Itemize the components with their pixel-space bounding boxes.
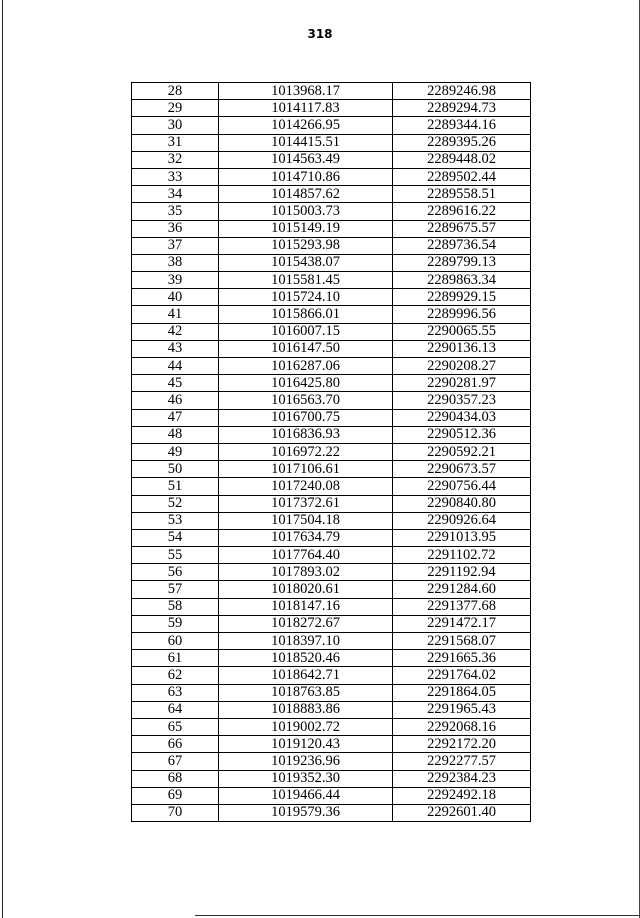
table-row <box>132 598 531 615</box>
x-coordinate-cell: 1015438.07 <box>219 254 393 271</box>
table-row <box>132 272 531 289</box>
point-number-cell: 45 <box>132 375 219 392</box>
x-coordinate-cell: 1014710.86 <box>219 168 393 185</box>
point-number-cell: 51 <box>132 478 219 495</box>
point-number-cell: 28 <box>132 83 219 100</box>
x-coordinate-cell: 1018763.85 <box>219 684 393 701</box>
page-edge-bottom <box>195 915 640 916</box>
point-number-cell: 42 <box>132 323 219 340</box>
table-row <box>132 83 531 100</box>
x-coordinate-cell: 1016836.93 <box>219 426 393 443</box>
y-coordinate-cell: 2289502.44 <box>393 168 531 185</box>
point-number-cell: 40 <box>132 289 219 306</box>
y-coordinate-cell: 2290208.27 <box>393 358 531 375</box>
x-coordinate-cell: 1014857.62 <box>219 186 393 203</box>
y-coordinate-cell: 2289863.34 <box>393 272 531 289</box>
y-coordinate-cell: 2289344.16 <box>393 117 531 134</box>
point-number-cell: 56 <box>132 564 219 581</box>
table-row <box>132 392 531 409</box>
x-coordinate-cell: 1017764.40 <box>219 547 393 564</box>
x-coordinate-cell: 1017240.08 <box>219 478 393 495</box>
coordinate-table-body <box>132 83 531 822</box>
point-number-cell: 66 <box>132 736 219 753</box>
x-coordinate-cell: 1016007.15 <box>219 323 393 340</box>
table-row <box>132 615 531 632</box>
table-row <box>132 134 531 151</box>
x-coordinate-cell: 1016700.75 <box>219 409 393 426</box>
x-coordinate-cell: 1017634.79 <box>219 529 393 546</box>
y-coordinate-cell: 2290281.97 <box>393 375 531 392</box>
x-coordinate-cell: 1015149.19 <box>219 220 393 237</box>
y-coordinate-cell: 2289616.22 <box>393 203 531 220</box>
point-number-cell: 31 <box>132 134 219 151</box>
table-row <box>132 168 531 185</box>
y-coordinate-cell: 2291864.05 <box>393 684 531 701</box>
y-coordinate-cell: 2289996.56 <box>393 306 531 323</box>
x-coordinate-cell: 1013968.17 <box>219 83 393 100</box>
table-row <box>132 289 531 306</box>
table-row <box>132 667 531 684</box>
table-row <box>132 203 531 220</box>
x-coordinate-cell: 1015866.01 <box>219 306 393 323</box>
y-coordinate-cell: 2290434.03 <box>393 409 531 426</box>
table-row <box>132 117 531 134</box>
table-row <box>132 375 531 392</box>
y-coordinate-cell: 2290840.80 <box>393 495 531 512</box>
table-row <box>132 650 531 667</box>
y-coordinate-cell: 2289929.15 <box>393 289 531 306</box>
table-row <box>132 186 531 203</box>
table-row <box>132 787 531 804</box>
x-coordinate-cell: 1019120.43 <box>219 736 393 753</box>
point-number-cell: 58 <box>132 598 219 615</box>
y-coordinate-cell: 2291665.36 <box>393 650 531 667</box>
x-coordinate-cell: 1018272.67 <box>219 615 393 632</box>
y-coordinate-cell: 2291013.95 <box>393 529 531 546</box>
y-coordinate-cell: 2291284.60 <box>393 581 531 598</box>
point-number-cell: 57 <box>132 581 219 598</box>
point-number-cell: 68 <box>132 770 219 787</box>
y-coordinate-cell: 2289558.51 <box>393 186 531 203</box>
table-row <box>132 358 531 375</box>
x-coordinate-cell: 1015724.10 <box>219 289 393 306</box>
x-coordinate-cell: 1017372.61 <box>219 495 393 512</box>
table-row <box>132 220 531 237</box>
table-row <box>132 529 531 546</box>
y-coordinate-cell: 2289246.98 <box>393 83 531 100</box>
table-row <box>132 736 531 753</box>
point-number-cell: 36 <box>132 220 219 237</box>
table-row <box>132 323 531 340</box>
page-number: 318 <box>307 27 333 41</box>
x-coordinate-cell: 1018520.46 <box>219 650 393 667</box>
point-number-cell: 60 <box>132 633 219 650</box>
y-coordinate-cell: 2290065.55 <box>393 323 531 340</box>
point-number-cell: 39 <box>132 272 219 289</box>
x-coordinate-cell: 1016147.50 <box>219 340 393 357</box>
point-number-cell: 65 <box>132 718 219 735</box>
y-coordinate-cell: 2290512.36 <box>393 426 531 443</box>
x-coordinate-cell: 1017504.18 <box>219 512 393 529</box>
point-number-cell: 67 <box>132 753 219 770</box>
y-coordinate-cell: 2289448.02 <box>393 151 531 168</box>
y-coordinate-cell: 2292277.57 <box>393 753 531 770</box>
y-coordinate-cell: 2289294.73 <box>393 100 531 117</box>
x-coordinate-cell: 1018020.61 <box>219 581 393 598</box>
point-number-cell: 61 <box>132 650 219 667</box>
table-row <box>132 753 531 770</box>
table-row <box>132 512 531 529</box>
y-coordinate-cell: 2291472.17 <box>393 615 531 632</box>
y-coordinate-cell: 2290756.44 <box>393 478 531 495</box>
y-coordinate-cell: 2292172.20 <box>393 736 531 753</box>
table-row <box>132 718 531 735</box>
table-row <box>132 564 531 581</box>
table-row <box>132 495 531 512</box>
y-coordinate-cell: 2290673.57 <box>393 461 531 478</box>
y-coordinate-cell: 2291377.68 <box>393 598 531 615</box>
y-coordinate-cell: 2292492.18 <box>393 787 531 804</box>
table-row <box>132 426 531 443</box>
table-row <box>132 443 531 460</box>
point-number-cell: 62 <box>132 667 219 684</box>
y-coordinate-cell: 2290592.21 <box>393 443 531 460</box>
y-coordinate-cell: 2289736.54 <box>393 237 531 254</box>
point-number-cell: 29 <box>132 100 219 117</box>
table-row <box>132 770 531 787</box>
point-number-cell: 59 <box>132 615 219 632</box>
table-row <box>132 633 531 650</box>
x-coordinate-cell: 1019236.96 <box>219 753 393 770</box>
x-coordinate-cell: 1015003.73 <box>219 203 393 220</box>
y-coordinate-cell: 2290357.23 <box>393 392 531 409</box>
x-coordinate-cell: 1016425.80 <box>219 375 393 392</box>
y-coordinate-cell: 2292384.23 <box>393 770 531 787</box>
x-coordinate-cell: 1014415.51 <box>219 134 393 151</box>
table-row <box>132 100 531 117</box>
x-coordinate-cell: 1019579.36 <box>219 804 393 821</box>
table-row <box>132 409 531 426</box>
y-coordinate-cell: 2291764.02 <box>393 667 531 684</box>
x-coordinate-cell: 1015581.45 <box>219 272 393 289</box>
y-coordinate-cell: 2291192.94 <box>393 564 531 581</box>
y-coordinate-cell: 2291568.07 <box>393 633 531 650</box>
table-row <box>132 151 531 168</box>
y-coordinate-cell: 2289799.13 <box>393 254 531 271</box>
x-coordinate-cell: 1016563.70 <box>219 392 393 409</box>
point-number-cell: 48 <box>132 426 219 443</box>
point-number-cell: 43 <box>132 340 219 357</box>
x-coordinate-cell: 1015293.98 <box>219 237 393 254</box>
point-number-cell: 64 <box>132 701 219 718</box>
x-coordinate-cell: 1018883.86 <box>219 701 393 718</box>
table-row <box>132 701 531 718</box>
x-coordinate-cell: 1017893.02 <box>219 564 393 581</box>
y-coordinate-cell: 2290136.13 <box>393 340 531 357</box>
table-row <box>132 581 531 598</box>
y-coordinate-cell: 2291965.43 <box>393 701 531 718</box>
y-coordinate-cell: 2291102.72 <box>393 547 531 564</box>
coordinate-table <box>131 82 531 822</box>
point-number-cell: 63 <box>132 684 219 701</box>
x-coordinate-cell: 1014266.95 <box>219 117 393 134</box>
x-coordinate-cell: 1016972.22 <box>219 443 393 460</box>
table-row <box>132 254 531 271</box>
point-number-cell: 37 <box>132 237 219 254</box>
point-number-cell: 32 <box>132 151 219 168</box>
point-number-cell: 55 <box>132 547 219 564</box>
point-number-cell: 70 <box>132 804 219 821</box>
point-number-cell: 54 <box>132 529 219 546</box>
page-edge-left <box>2 0 3 918</box>
point-number-cell: 35 <box>132 203 219 220</box>
x-coordinate-cell: 1016287.06 <box>219 358 393 375</box>
y-coordinate-cell: 2289675.57 <box>393 220 531 237</box>
table-row <box>132 306 531 323</box>
y-coordinate-cell: 2292068.16 <box>393 718 531 735</box>
point-number-cell: 50 <box>132 461 219 478</box>
x-coordinate-cell: 1014117.83 <box>219 100 393 117</box>
point-number-cell: 44 <box>132 358 219 375</box>
table-row <box>132 461 531 478</box>
x-coordinate-cell: 1014563.49 <box>219 151 393 168</box>
x-coordinate-cell: 1017106.61 <box>219 461 393 478</box>
x-coordinate-cell: 1019352.30 <box>219 770 393 787</box>
table-row <box>132 340 531 357</box>
point-number-cell: 52 <box>132 495 219 512</box>
x-coordinate-cell: 1019002.72 <box>219 718 393 735</box>
point-number-cell: 33 <box>132 168 219 185</box>
table-row <box>132 684 531 701</box>
y-coordinate-cell: 2292601.40 <box>393 804 531 821</box>
y-coordinate-cell: 2289395.26 <box>393 134 531 151</box>
point-number-cell: 34 <box>132 186 219 203</box>
x-coordinate-cell: 1018147.16 <box>219 598 393 615</box>
point-number-cell: 47 <box>132 409 219 426</box>
point-number-cell: 30 <box>132 117 219 134</box>
point-number-cell: 46 <box>132 392 219 409</box>
y-coordinate-cell: 2290926.64 <box>393 512 531 529</box>
point-number-cell: 53 <box>132 512 219 529</box>
x-coordinate-cell: 1018642.71 <box>219 667 393 684</box>
point-number-cell: 69 <box>132 787 219 804</box>
point-number-cell: 38 <box>132 254 219 271</box>
table-row <box>132 237 531 254</box>
x-coordinate-cell: 1019466.44 <box>219 787 393 804</box>
point-number-cell: 49 <box>132 443 219 460</box>
table-row <box>132 478 531 495</box>
x-coordinate-cell: 1018397.10 <box>219 633 393 650</box>
table-row <box>132 547 531 564</box>
table-row <box>132 804 531 821</box>
point-number-cell: 41 <box>132 306 219 323</box>
